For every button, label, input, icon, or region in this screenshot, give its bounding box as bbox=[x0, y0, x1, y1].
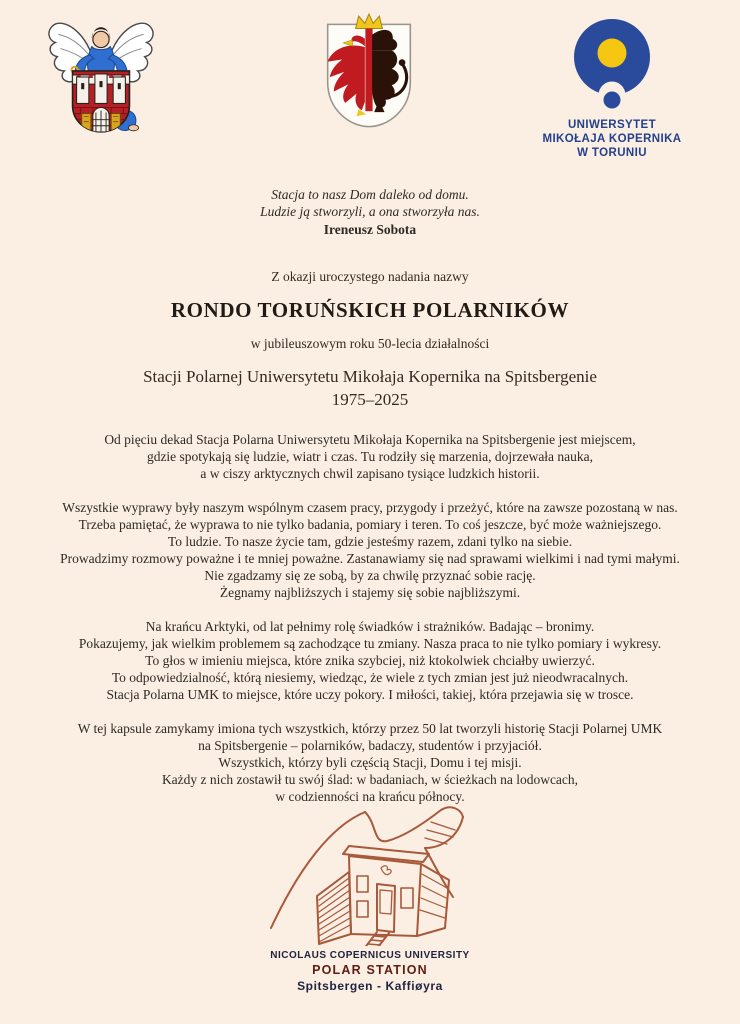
text-line: Stacja Polarna UMK to miejsce, które uczy pokory. I miłości, takiej, która przejawia się w trosce. bbox=[106, 687, 634, 702]
text-line: a w ciszy arktycznych chwil zapisano tysiące ludzkich historii. bbox=[200, 466, 540, 481]
page-title: RONDO TORUŃSKICH POLARNIKÓW bbox=[170, 298, 570, 322]
text-line: gdzie spotykają się ludzie, wiatr i czas. Tu rodziły się marzenia, dojrzewała nauka, bbox=[146, 449, 594, 464]
station-name-line: Stacji Polarnej Uniwersytetu Mikołaja Kopernika na Spitsbergenie bbox=[143, 367, 597, 386]
occasion-line: Z okazji uroczystego nadania nazwy bbox=[271, 269, 469, 284]
text-line: Wszystkie wyprawy były naszym wspólnym czasem pracy, przygody i przeżyć, które na zawsze pozostaną w nas. bbox=[62, 500, 678, 515]
footer-location: Spitsbergen - Kaffiøyra bbox=[297, 979, 443, 993]
footer-university-name: NICOLAUS COPERNICUS UNIVERSITY bbox=[270, 950, 470, 961]
text-line: Pokazujemy, jak wielkim problemem są zachodzące tu zmiany. Nasza praca to nie tylko pomiary i wykresy. bbox=[78, 636, 662, 651]
body-text bbox=[0, 431, 740, 805]
text-line: W tej kapsule zamykamy imiona tych wszystkich, którzy przez 50 lat tworzyli historię Stacji Polarnej UMK bbox=[77, 721, 663, 736]
umk-wordmark-line: MIKOŁAJA KOPERNIKA bbox=[542, 133, 682, 145]
torun-crest-svg bbox=[44, 12, 158, 142]
title-block bbox=[0, 269, 740, 410]
paragraph bbox=[0, 720, 740, 805]
jubilee-line: w jubileuszowym roku 50-lecia działalności bbox=[250, 336, 490, 351]
umk-logo-wordmark bbox=[512, 118, 712, 160]
quote-line: Stacja to nasz Dom daleko od domu. bbox=[271, 187, 469, 202]
text-line: Od pięciu dekad Stacja Polarna Uniwersytetu Mikołaja Kopernika na Spitsbergenie jest miejscem, bbox=[104, 432, 636, 447]
polar-station-logo bbox=[0, 804, 740, 993]
quote-author: Ireneusz Sobota bbox=[323, 222, 417, 237]
paragraph bbox=[0, 499, 740, 601]
torun-coat-of-arms-icon bbox=[44, 12, 158, 147]
kujawsko-pomorskie-coat-of-arms-icon bbox=[307, 12, 431, 143]
voivodeship-crest-svg bbox=[307, 12, 431, 138]
text-line: Każdy z nich zostawił tu swój ślad: w badaniach, w ścieżkach na lodowcach, bbox=[161, 772, 579, 787]
epigraph-quote bbox=[0, 186, 740, 238]
text-line: Prowadzimy rozmowy poważne i te mniej poważne. Zastanawiamy się nad sprawami wielkimi i nad tymi małymi. bbox=[60, 551, 680, 566]
polar-station-house-mountains-icon bbox=[265, 804, 475, 946]
text-line: To ludzie. To nasze życie tam, gdzie jesteśmy razem, zdani tylko na siebie. bbox=[167, 534, 573, 549]
text-line: To głos w imieniu miejsca, które znika szybciej, niż ktokolwiek chciałby uwierzyć. bbox=[145, 653, 595, 668]
text-line: Nie zgadzamy się ze sobą, by za chwilę przyznać sobie rację. bbox=[204, 568, 536, 583]
text-line: Żegnamy najbliższych i stajemy się sobie najbliższymi. bbox=[219, 585, 521, 600]
paragraph bbox=[0, 431, 740, 482]
umk-logo bbox=[512, 16, 712, 160]
text-line: To odpowiedzialność, którą niesiemy, wiedząc, że wiele z tych zmian jest już nieodwracalnych. bbox=[111, 670, 629, 685]
anniversary-years: 1975–2025 bbox=[331, 390, 409, 409]
paragraph bbox=[0, 618, 740, 703]
text-line: Wszystkich, którzy byli częścią Stacji, Domu i tej misji. bbox=[218, 755, 522, 770]
umk-wordmark-line: W TORUNIU bbox=[577, 147, 647, 159]
text-line: na Spitsbergenie – polarników, badaczy, studentów i przyjaciół. bbox=[198, 738, 542, 753]
umk-wordmark-line: UNIWERSYTET bbox=[567, 119, 657, 131]
text-line: Trzeba pamiętać, że wyprawa to nie tylko badania, pomiary i teren. To coś jeszcze, być może ważniejszego. bbox=[78, 517, 662, 532]
header-logos bbox=[0, 0, 740, 160]
umk-logo-icon bbox=[564, 16, 660, 116]
text-line: w codzienności na krańcu północy. bbox=[275, 789, 465, 804]
text-line: Na krańcu Arktyki, od lat pełnimy rolę świadków i strażników. Badając – bronimy. bbox=[145, 619, 595, 634]
quote-line: Ludzie ją stworzyli, a ona stworzyła nas. bbox=[260, 204, 480, 219]
footer-station-name: POLAR STATION bbox=[312, 963, 428, 977]
